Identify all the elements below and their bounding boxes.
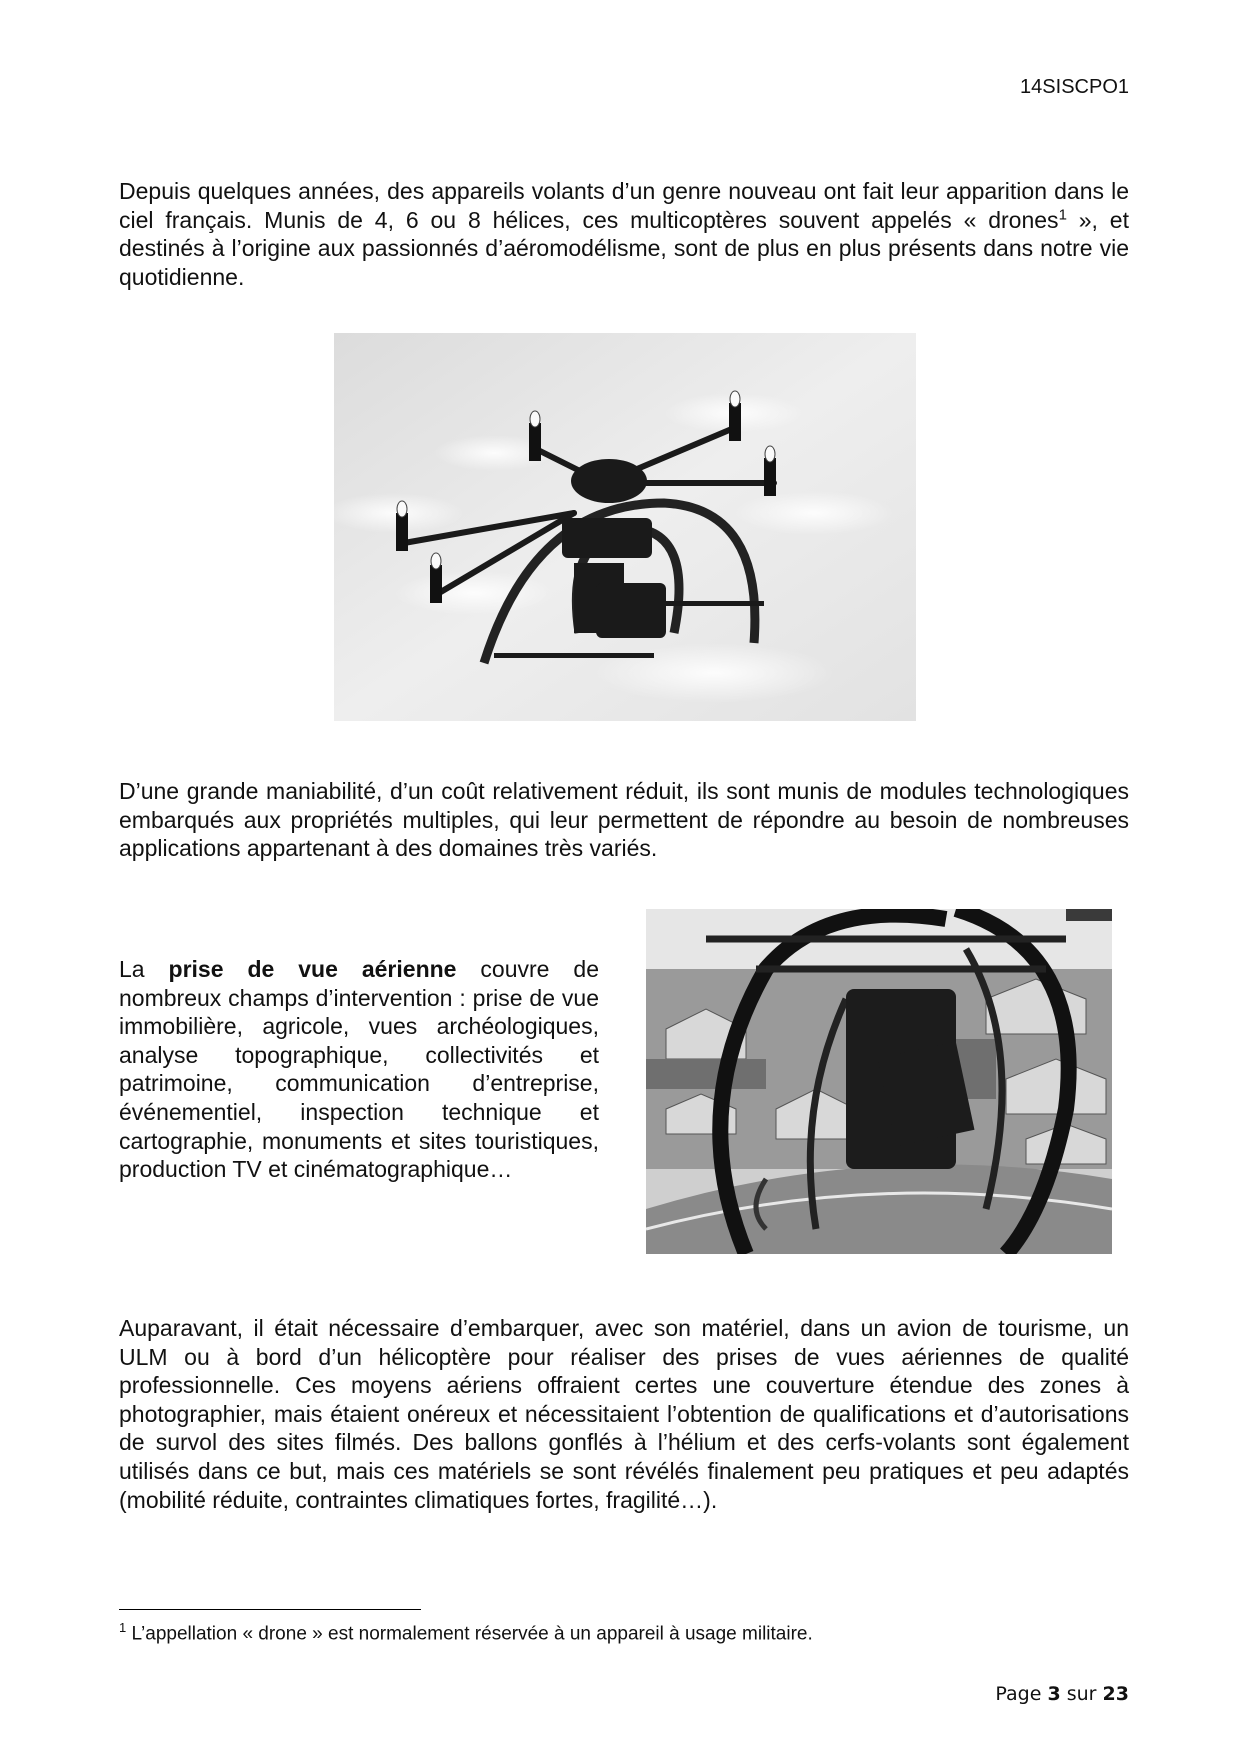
history-paragraph: Auparavant, il était nécessaire d’embarquer, avec son matériel, dans un avion de tourisme, un ULM ou à bord d’un hélicoptère pour réaliser des prises de vues aériennes de qualité professionnelle. Ces moyens aériens offraient certes une couverture étendue des zones à photographier, mais étaient onéreux et nécessitaient l’obtention de qualifications et d’autorisations de survol des sites filmés. Des ballons gonflés à l’hélium et des cerfs-volants sont également utilisés dans ce but, mais ces matériels se sont révélés finalement peu pratiques et peu adaptés (mobilité réduite, contraintes climatiques fortes, fragilité…). [119,1315,1129,1513]
page-number [995,1683,1129,1705]
page-total: 23 [1102,1683,1129,1705]
footnote-reference: 1 [1058,205,1067,223]
intro-text-end: », et destinés à l’origine aux passionnés d’aéromodélisme, sont de plus en plus présents dans notre vie quotidienne. [119,206,1129,290]
aerial-photography-paragraph [119,955,599,1184]
aerial-keyword: prise de vue aérienne [168,956,457,982]
footnote-number: 1 [119,1620,127,1635]
footnote-text: L’appellation « drone » est normalement réservée à un appareil à usage militaire. [126,1623,813,1645]
aerial-text: couvre de nombreux champs d’intervention : prise de vue immobilière, agricole, vues archéologiques, analyse topographique, collectivités et patrimoine, communication d’entreprise, événementiel, inspection technique et cartographie, monuments et sites touristiques, production TV et cinématographique… [119,956,599,1183]
page-current: 3 [1047,1683,1061,1705]
drone-aerial-camera-photo [646,909,1112,1254]
capabilities-paragraph: D’une grande maniabilité, d’un coût relativement réduit, ils sont munis de modules technologiques embarqués aux propriétés multiples, qui leur permettent de répondre au besoin de nombreuses applications appartenant à des domaines très variés. [119,778,1129,862]
aerial-prefix: La [119,956,169,982]
page-middle: sur [1060,1683,1103,1705]
hexacopter-drone-photo [334,333,916,721]
footnote [119,1620,813,1645]
intro-paragraph [119,177,1129,291]
page-prefix: Page [995,1683,1048,1705]
footnote-separator [119,1609,421,1610]
document-code: 14SISCPO1 [1020,76,1129,98]
intro-text-start: Depuis quelques années, des appareils volants d’un genre nouveau ont fait leur apparition dans le ciel français. Munis de 4, 6 ou 8 hélices, ces multicoptères souvent appelés « drones [119,178,1129,233]
